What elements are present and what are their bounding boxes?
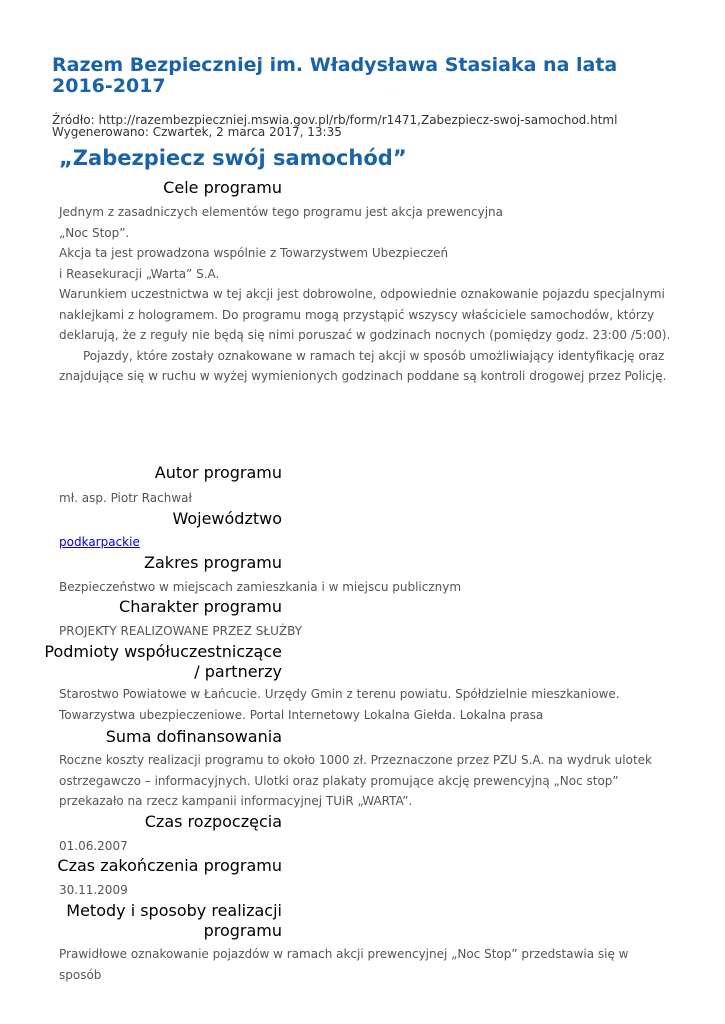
value-czas-zakonczenia: 30.11.2009 <box>59 883 128 897</box>
value-wojewodztwo <box>59 532 674 553</box>
document-meta <box>52 114 617 138</box>
label-czas-zakonczenia: Czas zakończenia programu <box>57 856 282 875</box>
value-zakres-programu: Bezpieczeństwo w miejscach zamieszkania i w miejscu publicznym <box>59 580 462 594</box>
label-zakres-programu: Zakres programu <box>144 553 282 572</box>
value-czas-rozpoczecia: 01.06.2007 <box>59 839 128 853</box>
source-line: Źródło: http://razembezpieczniej.mswia.gov.pl/rb/form/r1471,Zabezpiecz-swoj-samochod.html <box>52 113 618 127</box>
value-suma-dofinansowania: Roczne koszty realizacji programu to około 1000 zł. Przeznaczone przez PZU S.A. na wydruk ulotek ostrzegawczo – informacyjnych. Ulotki oraz plakaty promujące akcję prewencyjną „Noc stop” przekazało na rzecz kampanii informacyjnej TUiR „WARTA”. <box>59 753 652 808</box>
cele-paragraph: Akcja ta jest prowadzona wspólnie z Towarzystwem Ubezpieczeń <box>59 246 449 260</box>
cele-paragraph: Pojazdy, które zostały oznakowane w ramach tej akcji w sposób umożliwiający identyfikację oraz znajdujące się w ruchu w wyżej wymienionych godzinach poddane są kontroli drogowej przez Policję. <box>59 348 667 383</box>
wojewodztwo-link[interactable]: podkarpackie <box>59 535 140 549</box>
label-autor-programu: Autor programu <box>154 463 282 482</box>
label-podmioty-line1: Podmioty współuczestniczące <box>44 642 282 661</box>
label-cele-programu: Cele programu <box>163 178 282 197</box>
site-title: Razem Bezpieczniej im. Władysława Stasiaka na lata 2016-2017 <box>52 54 618 97</box>
label-podmioty-line2: / partnerzy <box>194 662 282 681</box>
label-suma-dofinansowania: Suma dofinansowania <box>105 727 282 746</box>
label-czas-rozpoczecia: Czas rozpoczęcia <box>144 812 282 831</box>
page-title: „Zabezpiecz swój samochód” <box>59 146 407 170</box>
value-cele-programu <box>59 202 674 387</box>
value-charakter-programu: PROJEKTY REALIZOWANE PRZEZ SŁUŻBY <box>59 624 303 638</box>
generated-line: Wygenerowano: Czwartek, 2 marca 2017, 13:35 <box>52 125 342 139</box>
cele-paragraph: i Reasekuracji „Warta” S.A. <box>59 266 220 281</box>
value-autor-programu: mł. asp. Piotr Rachwał <box>59 491 192 505</box>
label-metody-line2: programu <box>203 921 282 940</box>
cele-paragraph: Warunkiem uczestnictwa w tej akcji jest dobrowolne, odpowiednie oznakowanie pojazdu specjalnymi naklejkami z hologramem. Do programu mogą przystąpić wszyscy właściciele samochodów, którzy deklarują, że z reguły nie będą się nimi poruszać w godzinach nocnych (pomiędzy godz. 23:00 /5:00). <box>59 287 671 342</box>
label-metody-line1: Metody i sposoby realizacji <box>66 901 282 920</box>
label-wojewodztwo: Województwo <box>172 509 282 528</box>
label-charakter-programu: Charakter programu <box>119 597 282 616</box>
cele-paragraph: „Noc Stop”. <box>59 225 130 240</box>
value-metody: Prawidłowe oznakowanie pojazdów w ramach akcji prewencyjnej „Noc Stop” przedstawia się w sposób <box>59 947 629 982</box>
cele-paragraph: Jednym z zasadniczych elementów tego programu jest akcja prewencyjna <box>59 205 504 219</box>
value-podmioty: Starostwo Powiatowe w Łańcucie. Urzędy Gmin z terenu powiatu. Spółdzielnie mieszkaniowe. Towarzystwa ubezpieczeniowe. Portal Internetowy Lokalna Giełda. Lokalna prasa <box>59 687 620 722</box>
